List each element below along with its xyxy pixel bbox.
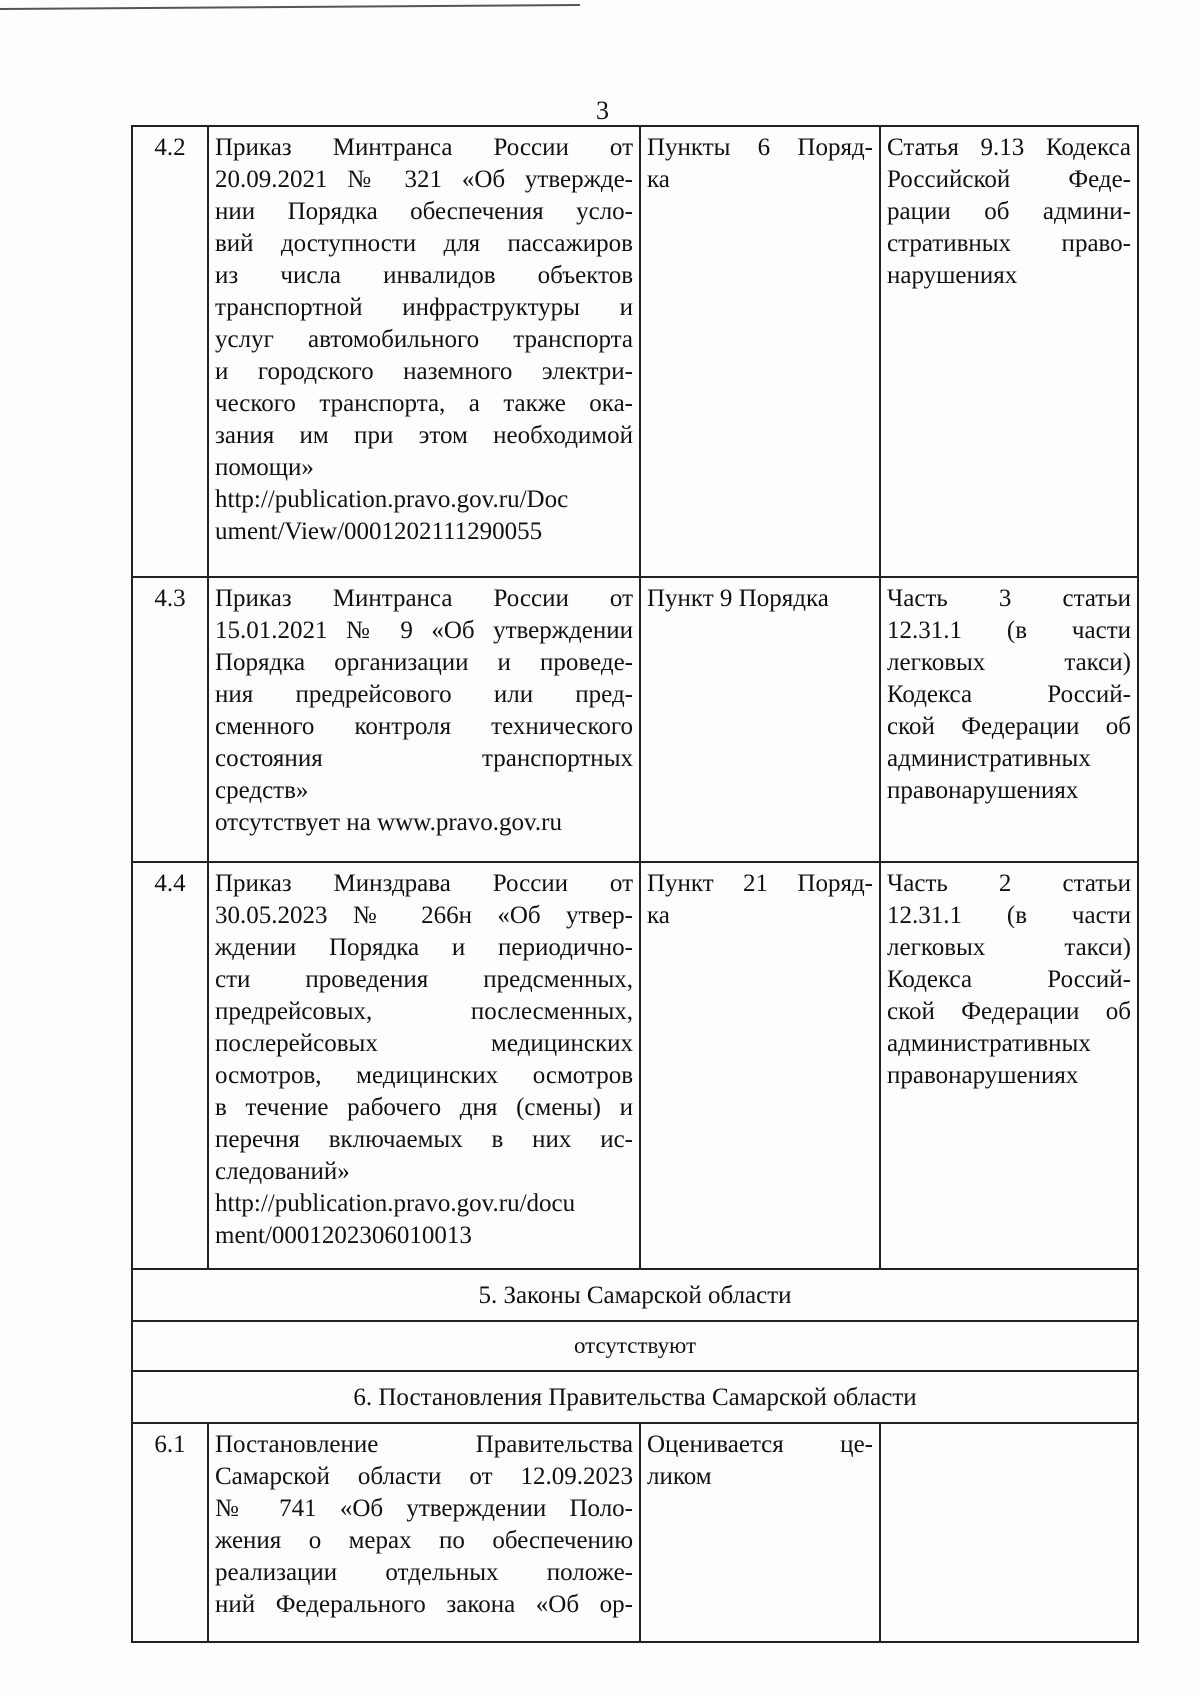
points-cell <box>640 577 880 862</box>
table-row <box>132 577 1138 862</box>
text-line: средств» <box>215 777 309 804</box>
text-line: Кодекса Россий- <box>887 966 1131 993</box>
text-line: ской Федерации об <box>887 998 1131 1025</box>
section-heading-6: 6. Постановления Правительства Самарской области <box>132 1371 1138 1423</box>
text-line: Оценивается це- <box>647 1431 873 1458</box>
scan-edge-line <box>0 4 580 10</box>
document-link: ment/0001202306010013 <box>215 1222 472 1249</box>
text-line: ка <box>647 166 670 193</box>
text-line: из числа инвалидов объектов <box>215 262 633 289</box>
document-link: ument/View/0001202111290055 <box>215 518 543 545</box>
text-line: Российской Феде- <box>887 166 1131 193</box>
text-line: Пункт 21 Поряд- <box>647 870 873 897</box>
text-line: нарушениях <box>887 262 1018 289</box>
document-cell <box>208 862 640 1269</box>
text-line: транспортной инфраструктуры и <box>215 294 633 321</box>
section-heading-5: 5. Законы Самарской области <box>132 1269 1138 1321</box>
row-number: 4.2 <box>132 126 208 577</box>
text-line: административных <box>887 1030 1091 1057</box>
section-row <box>132 1321 1138 1371</box>
text-line: реализации отдельных положе- <box>215 1559 633 1586</box>
article-cell <box>880 126 1138 577</box>
section-note: отсутствуют <box>132 1321 1138 1371</box>
text-line: зания им при этом необходимой <box>215 422 633 449</box>
text-line: 15.01.2021 № 9 «Об утверждении <box>215 617 633 644</box>
document-link: http://publication.pravo.gov.ru/docu <box>215 1190 576 1217</box>
text-line: состояния транспортных <box>215 745 633 772</box>
text-line: 30.05.2023 № 266н «Об утвер- <box>215 902 633 929</box>
text-line: № 741 «Об утверждении Поло- <box>215 1495 633 1522</box>
text-line: Самарской области от 12.09.2023 <box>215 1463 633 1490</box>
text-line: ликом <box>647 1463 712 1490</box>
text-line: вий доступности для пассажиров <box>215 230 633 257</box>
text-line: услуг автомобильного транспорта <box>215 326 633 353</box>
text-line: ния предрейсового или пред- <box>215 681 633 708</box>
text-line: ждении Порядка и периодично- <box>215 934 633 961</box>
section-row <box>132 1371 1138 1423</box>
text-line: правонарушениях <box>887 777 1079 804</box>
text-line: Приказ Минздрава России от <box>215 870 633 897</box>
row-number: 6.1 <box>132 1423 208 1642</box>
article-cell <box>880 1423 1138 1642</box>
text-line: 12.31.1 (в части <box>887 617 1131 644</box>
text-line: административных <box>887 745 1091 772</box>
text-line: легковых такси) <box>887 934 1131 961</box>
points-cell <box>640 126 880 577</box>
points-cell <box>640 1423 880 1642</box>
text-line: стративных право- <box>887 230 1131 257</box>
text-line: сти проведения предсменных, <box>215 966 633 993</box>
page-number: 3 <box>596 96 609 125</box>
text-line: 20.09.2021 № 321 «Об утвержде- <box>215 166 633 193</box>
text-line: ка <box>647 902 670 929</box>
text-line: 12.31.1 (в части <box>887 902 1131 929</box>
text-line: ской Федерации об <box>887 713 1131 740</box>
text-line: Приказ Минтранса России от <box>215 585 633 612</box>
text-line: легковых такси) <box>887 649 1131 676</box>
text-line: Часть 3 статьи <box>887 585 1131 612</box>
section-row <box>132 1269 1138 1321</box>
text-line: Кодекса Россий- <box>887 681 1131 708</box>
text-line: Пункты 6 Поряд- <box>647 134 873 161</box>
table-row <box>132 1423 1138 1642</box>
text-line: перечня включаемых в них ис- <box>215 1126 633 1153</box>
text-line: предрейсовых, послесменных, <box>215 998 633 1025</box>
text-line: послерейсовых медицинских <box>215 1030 633 1057</box>
table-row <box>132 862 1138 1269</box>
row-number: 4.4 <box>132 862 208 1269</box>
text-line: Пункт 9 Порядка <box>647 585 829 612</box>
document-link: http://publication.pravo.gov.ru/Doc <box>215 486 569 513</box>
text-line: помощи» <box>215 454 314 481</box>
text-line: Постановление Правительства <box>215 1431 633 1458</box>
text-line: жения о мерах по обеспечению <box>215 1527 633 1554</box>
regulations-table <box>131 125 1139 1643</box>
row-number: 4.3 <box>132 577 208 862</box>
document-cell <box>208 577 640 862</box>
text-line: сменного контроля технического <box>215 713 633 740</box>
text-line: ческого транспорта, а также ока- <box>215 390 633 417</box>
text-line: рации об админи- <box>887 198 1131 225</box>
text-line: ний Федерального закона «Об ор- <box>215 1591 633 1618</box>
article-cell <box>880 577 1138 862</box>
text-line: и городского наземного электри- <box>215 358 633 385</box>
article-cell <box>880 862 1138 1269</box>
text-line: отсутствует на www.pravo.gov.ru <box>215 809 562 836</box>
document-cell <box>208 126 640 577</box>
text-line: Порядка организации и проведе- <box>215 649 633 676</box>
text-line: осмотров, медицинских осмотров <box>215 1062 633 1089</box>
table-row <box>132 126 1138 577</box>
text-line: Статья 9.13 Кодекса <box>887 134 1131 161</box>
text-line: Приказ Минтранса России от <box>215 134 633 161</box>
text-line: Часть 2 статьи <box>887 870 1131 897</box>
text-line: правонарушениях <box>887 1062 1079 1089</box>
text-line: нии Порядка обеспечения усло- <box>215 198 633 225</box>
text-line: в течение рабочего дня (смены) и <box>215 1094 633 1121</box>
points-cell <box>640 862 880 1269</box>
text-line: следований» <box>215 1158 350 1185</box>
document-cell <box>208 1423 640 1642</box>
